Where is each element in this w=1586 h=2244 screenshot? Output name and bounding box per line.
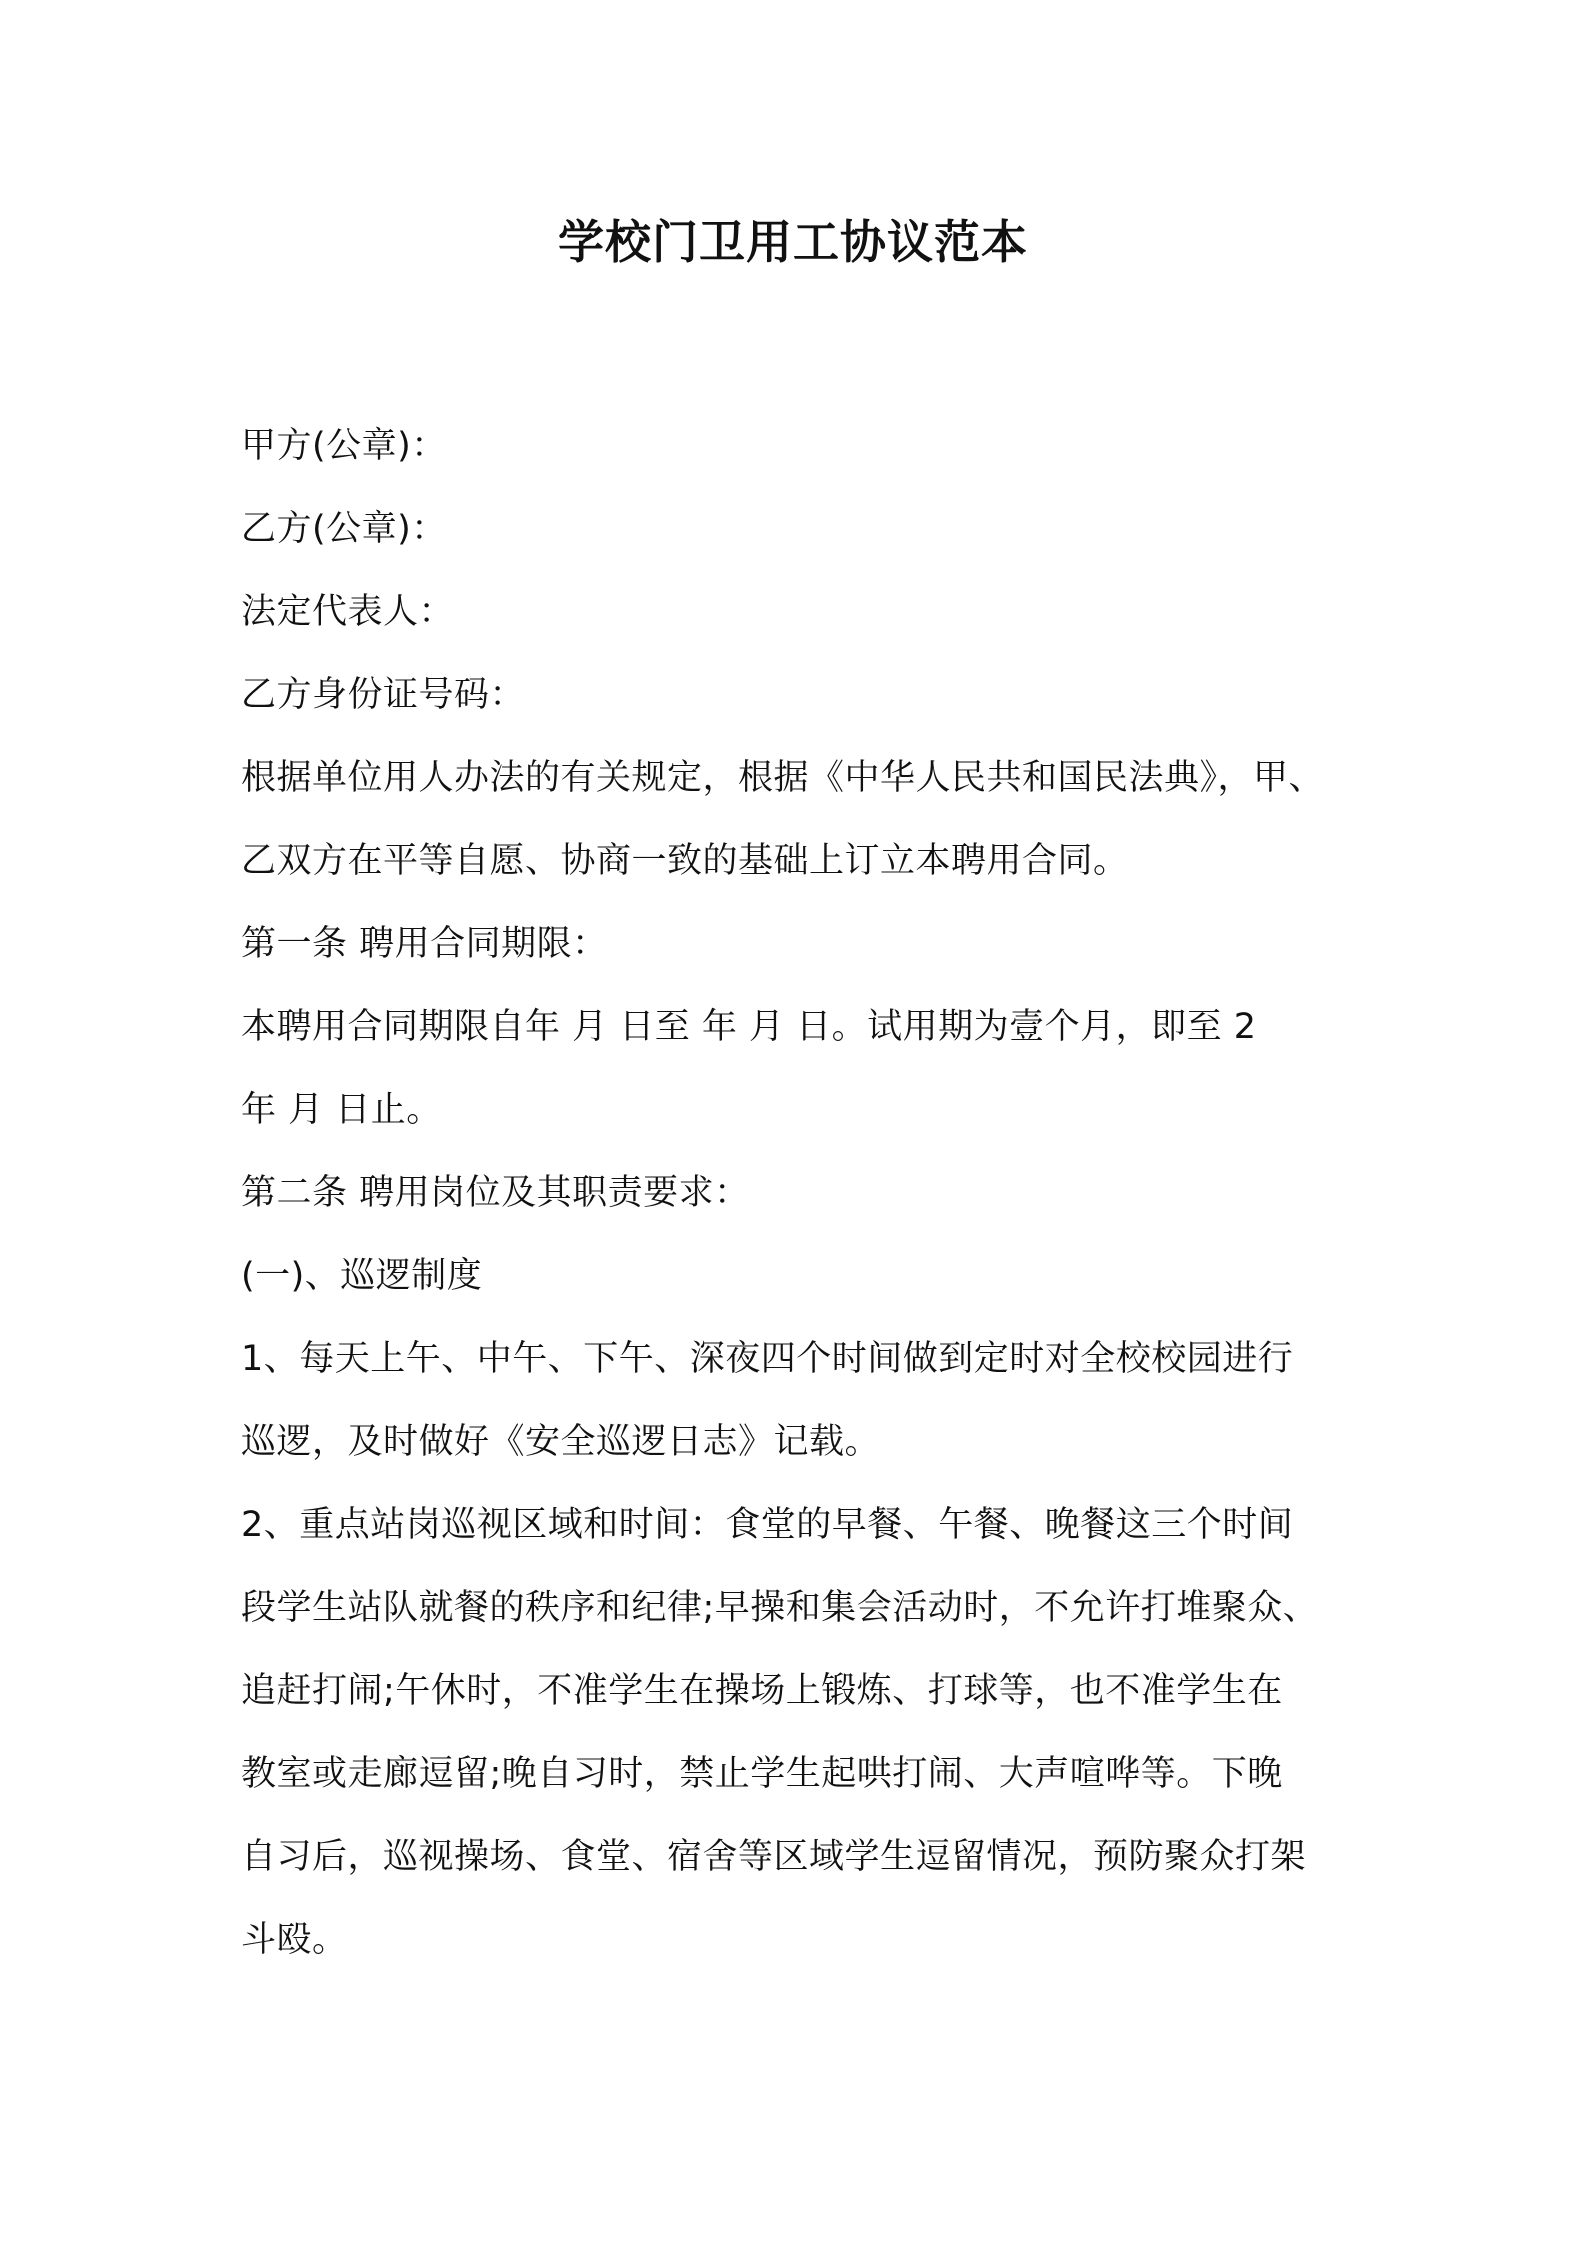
- preamble-line-1: 根据单位用人办法的有关规定，根据《中华人民共和国民法典》，甲、: [241, 758, 1325, 798]
- document-body: [241, 405, 1371, 1982]
- party-a-line: 甲方(公章)：: [241, 426, 447, 466]
- article-1-heading: 第一条 聘用合同期限：: [241, 924, 608, 964]
- item-2-line-6: 斗殴。: [241, 1920, 348, 1960]
- article-2-heading: 第二条 聘用岗位及其职责要求：: [241, 1173, 750, 1213]
- section-patrol-heading: (一)、巡逻制度: [241, 1256, 483, 1296]
- item-2-line-4: 教室或走廊逗留;晚自习时，禁止学生起哄打闹、大声喧哗等。下晚: [241, 1754, 1283, 1794]
- article-1-text-line-2: 年 月 日止。: [241, 1090, 442, 1130]
- preamble-line-2: 乙双方在平等自愿、协商一致的基础上订立本聘用合同。: [241, 841, 1129, 881]
- document-title: 学校门卫用工协议范本: [558, 215, 1028, 269]
- item-2-line-1: 2、重点站岗巡视区域和时间：食堂的早餐、午餐、晚餐这三个时间: [241, 1505, 1294, 1545]
- article-1-text-line-1: 本聘用合同期限自年 月 日至 年 月 日。试用期为壹个月，即至 2: [241, 1007, 1257, 1047]
- item-2-line-2: 段学生站队就餐的秩序和纪律;早操和集会活动时，不允许打堆聚众、: [241, 1588, 1319, 1628]
- party-b-line: 乙方(公章)：: [241, 509, 447, 549]
- item-2-line-3: 追赶打闹;午休时，不准学生在操场上锻炼、打球等，也不准学生在: [241, 1671, 1283, 1711]
- legal-representative-line: 法定代表人：: [241, 592, 455, 632]
- item-2-line-5: 自习后，巡视操场、食堂、宿舍等区域学生逗留情况，预防聚众打架: [241, 1837, 1307, 1877]
- party-b-id-line: 乙方身份证号码：: [241, 675, 526, 715]
- item-1-line-1: 1、每天上午、中午、下午、深夜四个时间做到定时对全校校园进行: [241, 1339, 1294, 1379]
- item-1-line-2: 巡逻，及时做好《安全巡逻日志》记载。: [241, 1422, 881, 1462]
